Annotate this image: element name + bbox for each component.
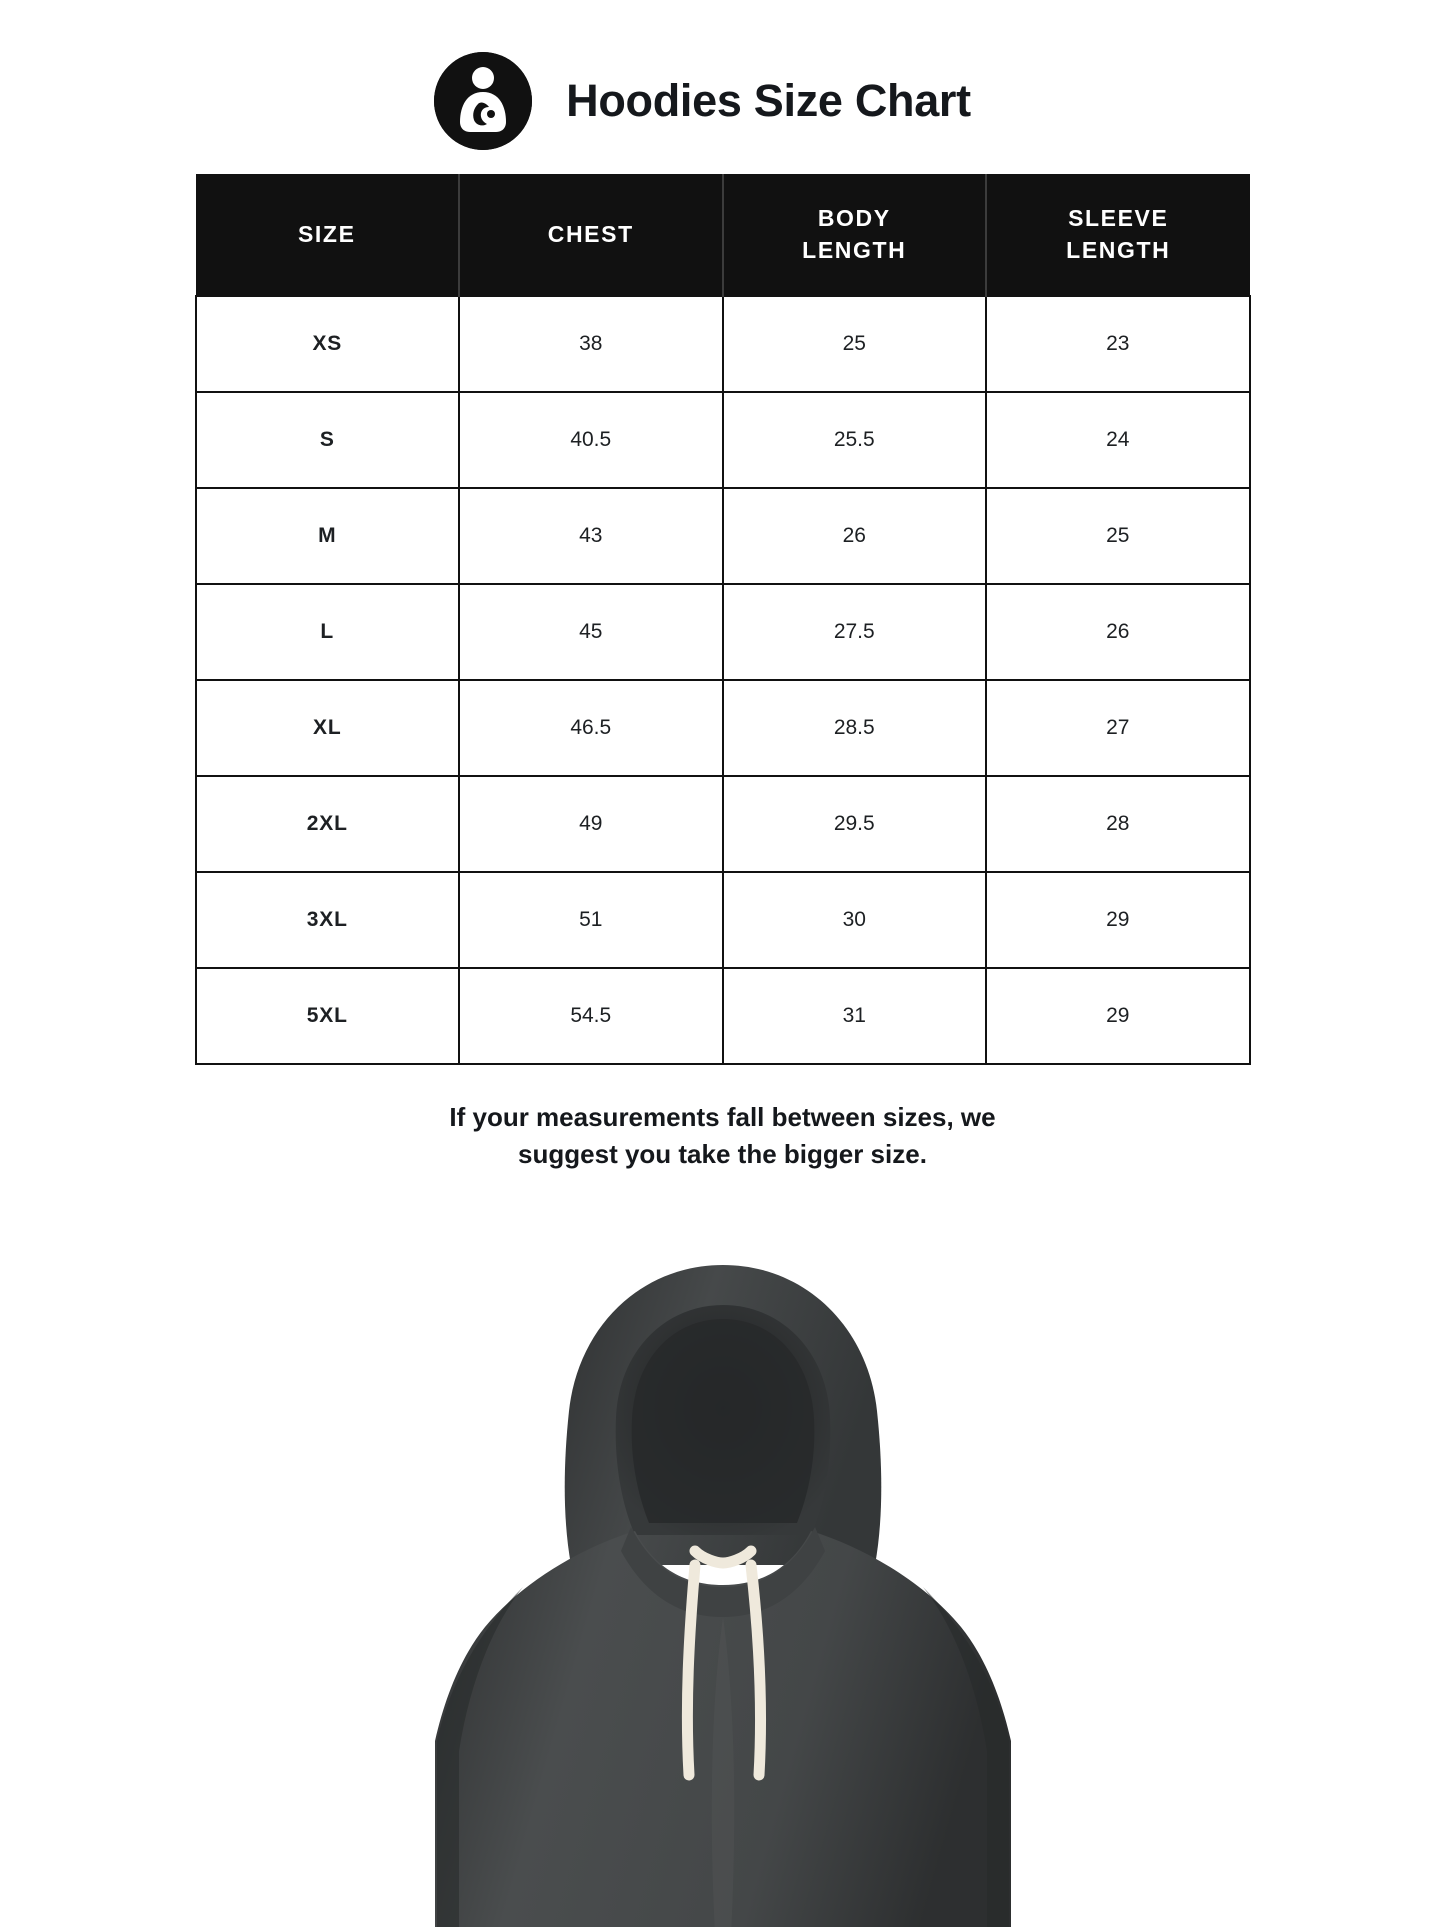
table-body (196, 296, 1250, 1064)
table-row (196, 968, 1250, 1064)
cell-sleeve-length: 24 (986, 392, 1250, 488)
cell-body-length: 25 (723, 296, 987, 392)
cell-size: M (196, 488, 460, 584)
cell-body-length: 29.5 (723, 776, 987, 872)
logo-glyph (434, 52, 532, 150)
cell-body-length: 28.5 (723, 680, 987, 776)
cell-chest: 40.5 (459, 392, 723, 488)
size-chart-table (195, 174, 1251, 1065)
page-title: Hoodies Size Chart (566, 75, 971, 126)
cell-chest: 49 (459, 776, 723, 872)
cell-sleeve-length: 26 (986, 584, 1250, 680)
cell-sleeve-length: 25 (986, 488, 1250, 584)
cell-sleeve-length: 23 (986, 296, 1250, 392)
cell-size: 2XL (196, 776, 460, 872)
cell-size: 3XL (196, 872, 460, 968)
cell-body-length: 25.5 (723, 392, 987, 488)
page-header (0, 0, 1445, 150)
cell-size: XS (196, 296, 460, 392)
cell-body-length: 31 (723, 968, 987, 1064)
size-chart-table-wrapper (195, 174, 1251, 1065)
cell-chest: 54.5 (459, 968, 723, 1064)
table-header (196, 174, 1250, 296)
cell-sleeve-length: 27 (986, 680, 1250, 776)
cell-size: S (196, 392, 460, 488)
cell-body-length: 26 (723, 488, 987, 584)
table-header-row (196, 174, 1250, 296)
measurement-note-line-1: If your measurements fall between sizes, we (449, 1102, 996, 1132)
table-row (196, 488, 1250, 584)
table-row (196, 392, 1250, 488)
table-row (196, 584, 1250, 680)
table-row (196, 680, 1250, 776)
table-row (196, 872, 1250, 968)
cell-chest: 51 (459, 872, 723, 968)
column-header-chest: CHEST (459, 174, 723, 296)
hoodie-illustration (373, 1237, 1073, 1927)
cell-size: XL (196, 680, 460, 776)
cell-chest: 43 (459, 488, 723, 584)
table-row (196, 296, 1250, 392)
cell-size: L (196, 584, 460, 680)
cell-body-length: 27.5 (723, 584, 987, 680)
column-header-size: SIZE (196, 174, 460, 296)
cell-body-length: 30 (723, 872, 987, 968)
column-header-body-length: BODY LENGTH (723, 174, 987, 296)
cell-sleeve-length: 29 (986, 872, 1250, 968)
dark-grey-hoodie-photo (0, 1237, 1445, 1927)
mother-and-child-logo-icon (434, 52, 532, 150)
cell-sleeve-length: 28 (986, 776, 1250, 872)
measurement-note (303, 1099, 1143, 1173)
cell-chest: 46.5 (459, 680, 723, 776)
table-row (196, 776, 1250, 872)
cell-chest: 45 (459, 584, 723, 680)
cell-chest: 38 (459, 296, 723, 392)
cell-sleeve-length: 29 (986, 968, 1250, 1064)
measurement-note-line-2: suggest you take the bigger size. (518, 1138, 927, 1169)
column-header-sleeve-length: SLEEVE LENGTH (986, 174, 1250, 296)
cell-size: 5XL (196, 968, 460, 1064)
